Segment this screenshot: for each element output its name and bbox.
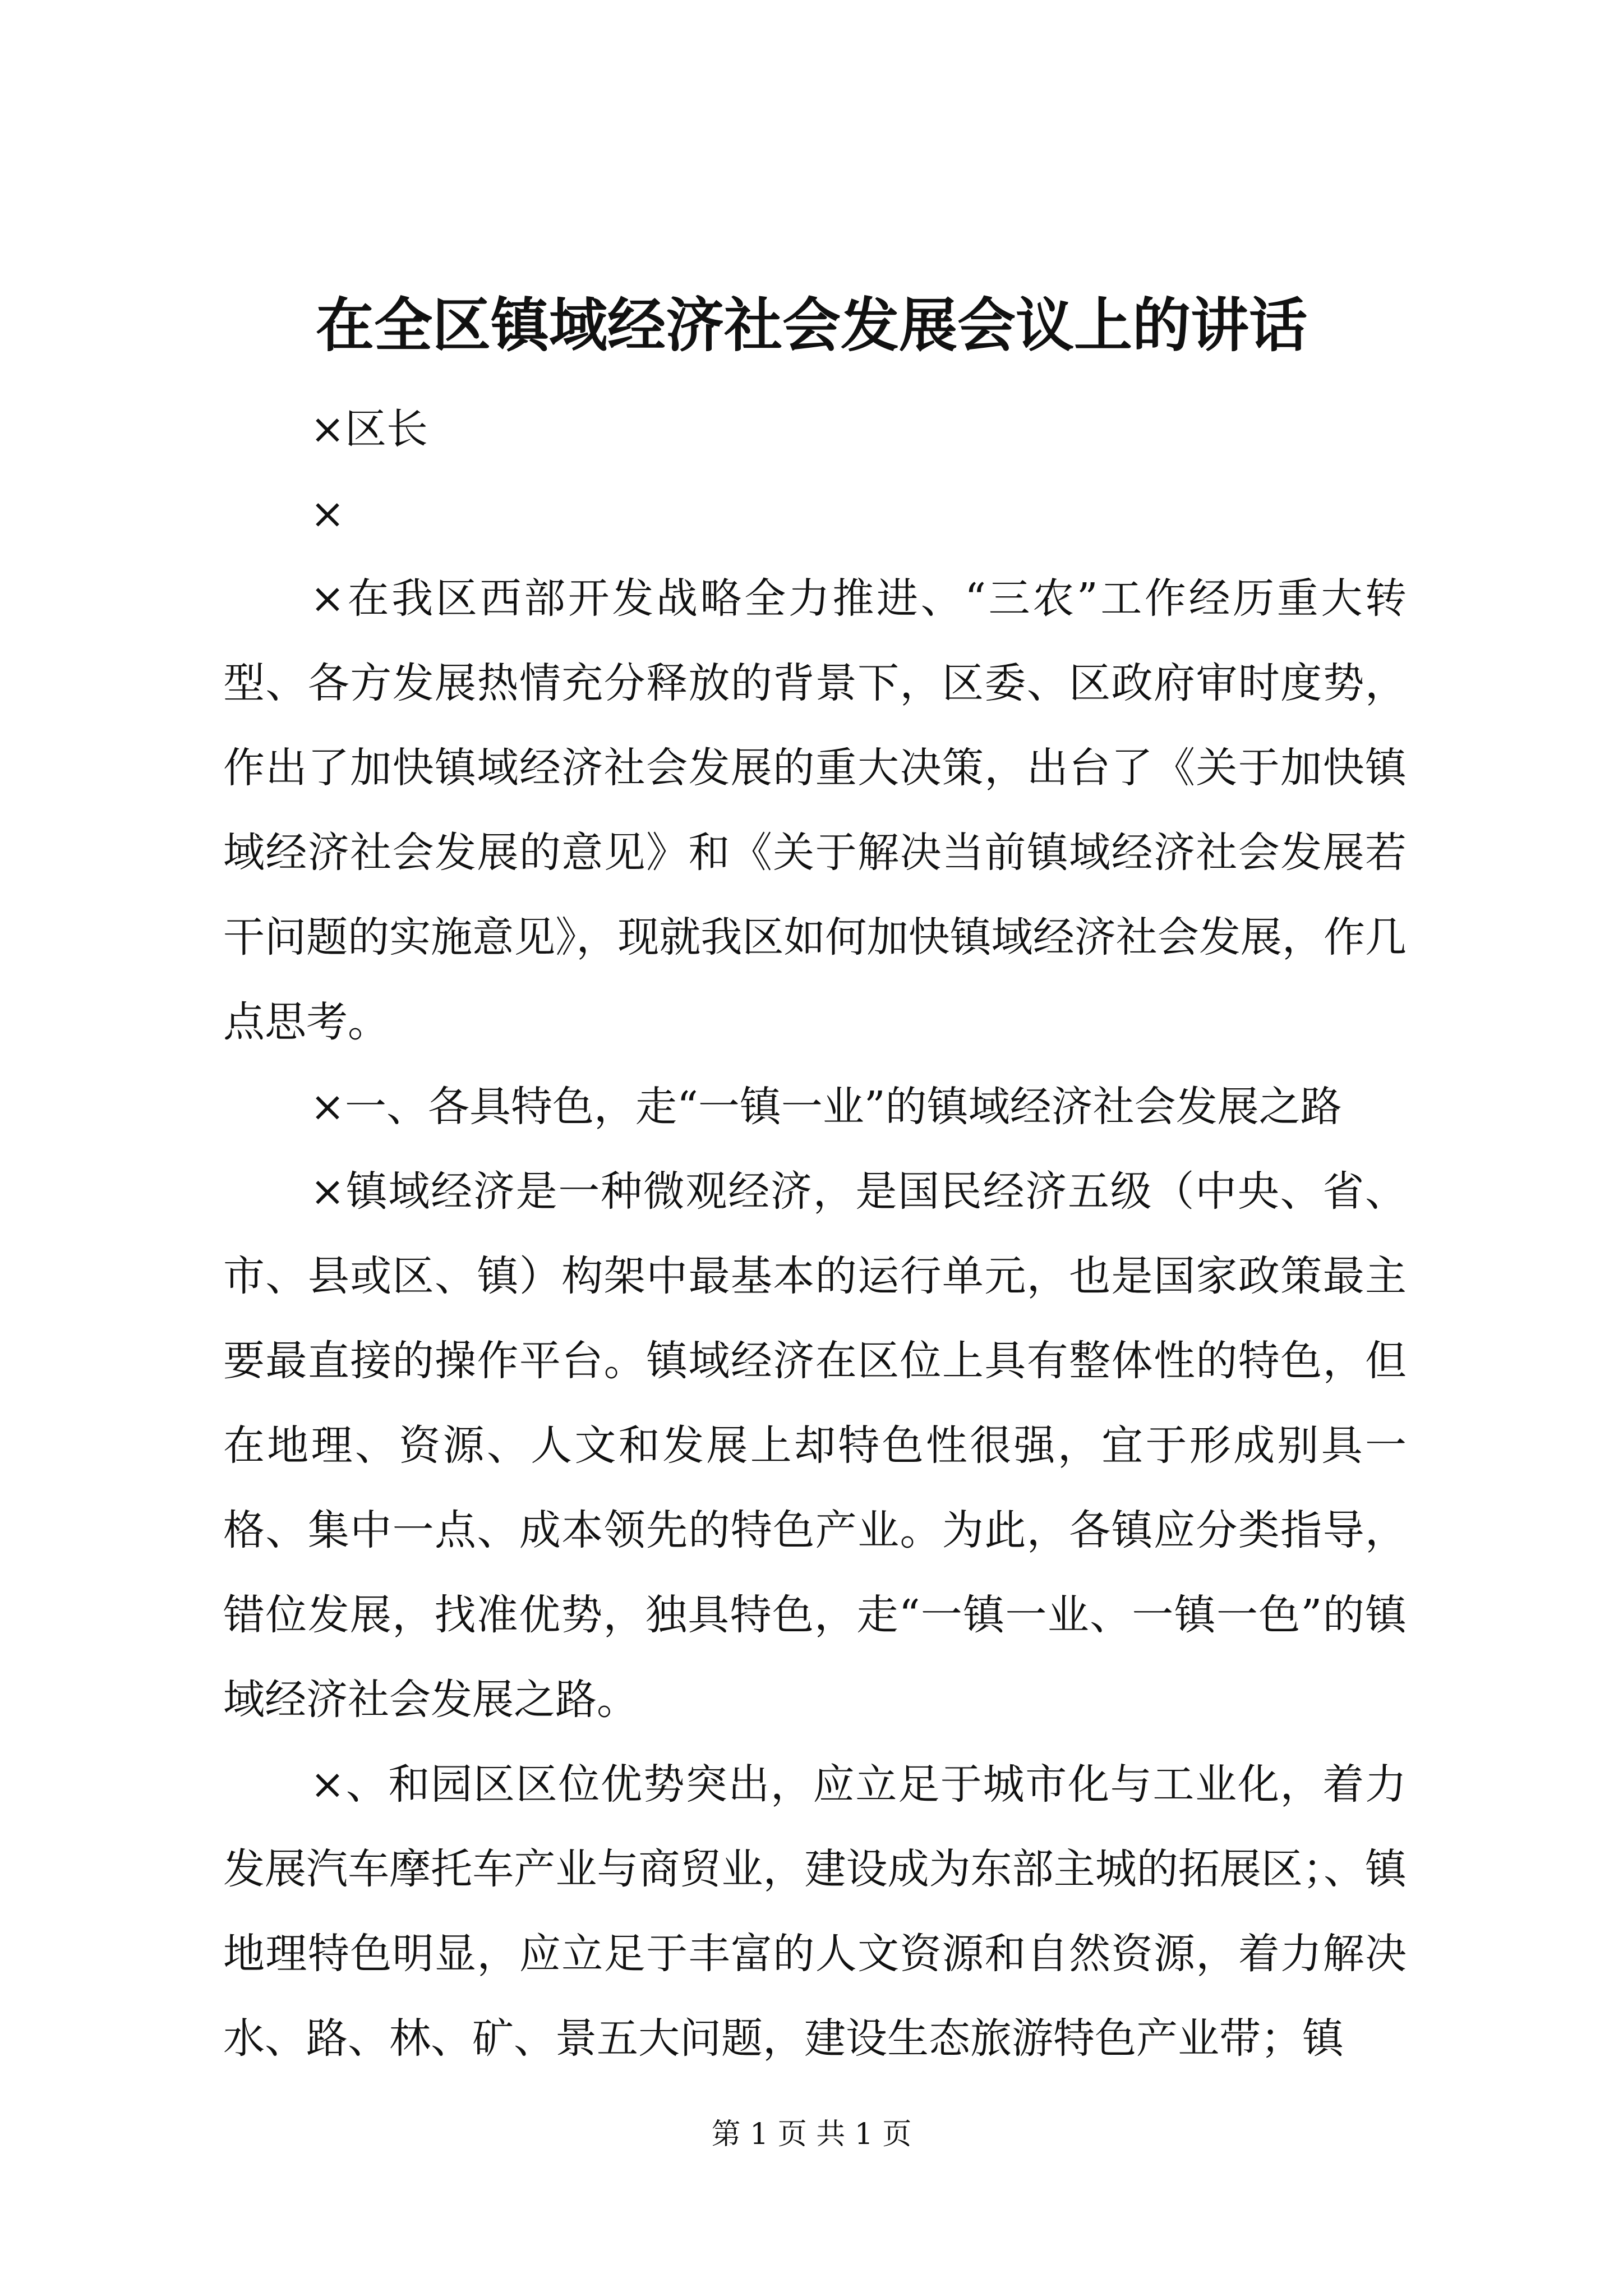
paragraph-district-plans: ×、和园区区位优势突出，应立足于城市化与工业化，着力发展汽车摩托车产业与商贸业，建设成为东部主城的拓展区；、镇地理特色明显，应立足于丰富的人文资源和自然资源，着力解决水、路、林、矿、景五大问题，建设生态旅游特色产业带；镇 <box>223 1760 1407 2063</box>
paragraph-intro: ×在我区西部开发战略全力推进、“三农”工作经历重大转型、各方发展热情充分释放的背景下，区委、区政府审时度势，作出了加快镇域经济社会发展的重大决策，出台了《关于加快镇域经济社会发展的意见》和《关于解决当前镇域经济社会发展若干问题的实施意见》，现就我区如何加快镇域经济社会发展，作几点思考。 <box>223 574 1407 1046</box>
paragraph-author: ×区长 <box>310 405 428 453</box>
paragraph-town-economy: ×镇域经济是一种微观经济，是国民经济五级（中央、省、市、县或区、镇）构架中最基本的运行单元，也是国家政策最主要最直接的操作平台。镇域经济在区位上具有整体性的特色，但在地理、资源、人文和发展上却特色性很强，宜于形成别具一格、集中一点、成本领先的特色产业。为此，各镇应分类指导，错位发展，找准优势，独具特色，走“一镇一业、一镇一色”的镇域经济社会发展之路。 <box>223 1167 1407 1724</box>
section-heading-one: ×一、各具特色，走“一镇一业”的镇域经济社会发展之路 <box>310 1083 1342 1131</box>
document-body <box>223 387 1407 2081</box>
document-title: 在全区镇域经济社会发展会议上的讲话 <box>315 291 1307 360</box>
paragraph-mark: × <box>310 490 345 538</box>
page-footer: 第 1 页 共 1 页 <box>711 2118 912 2151</box>
